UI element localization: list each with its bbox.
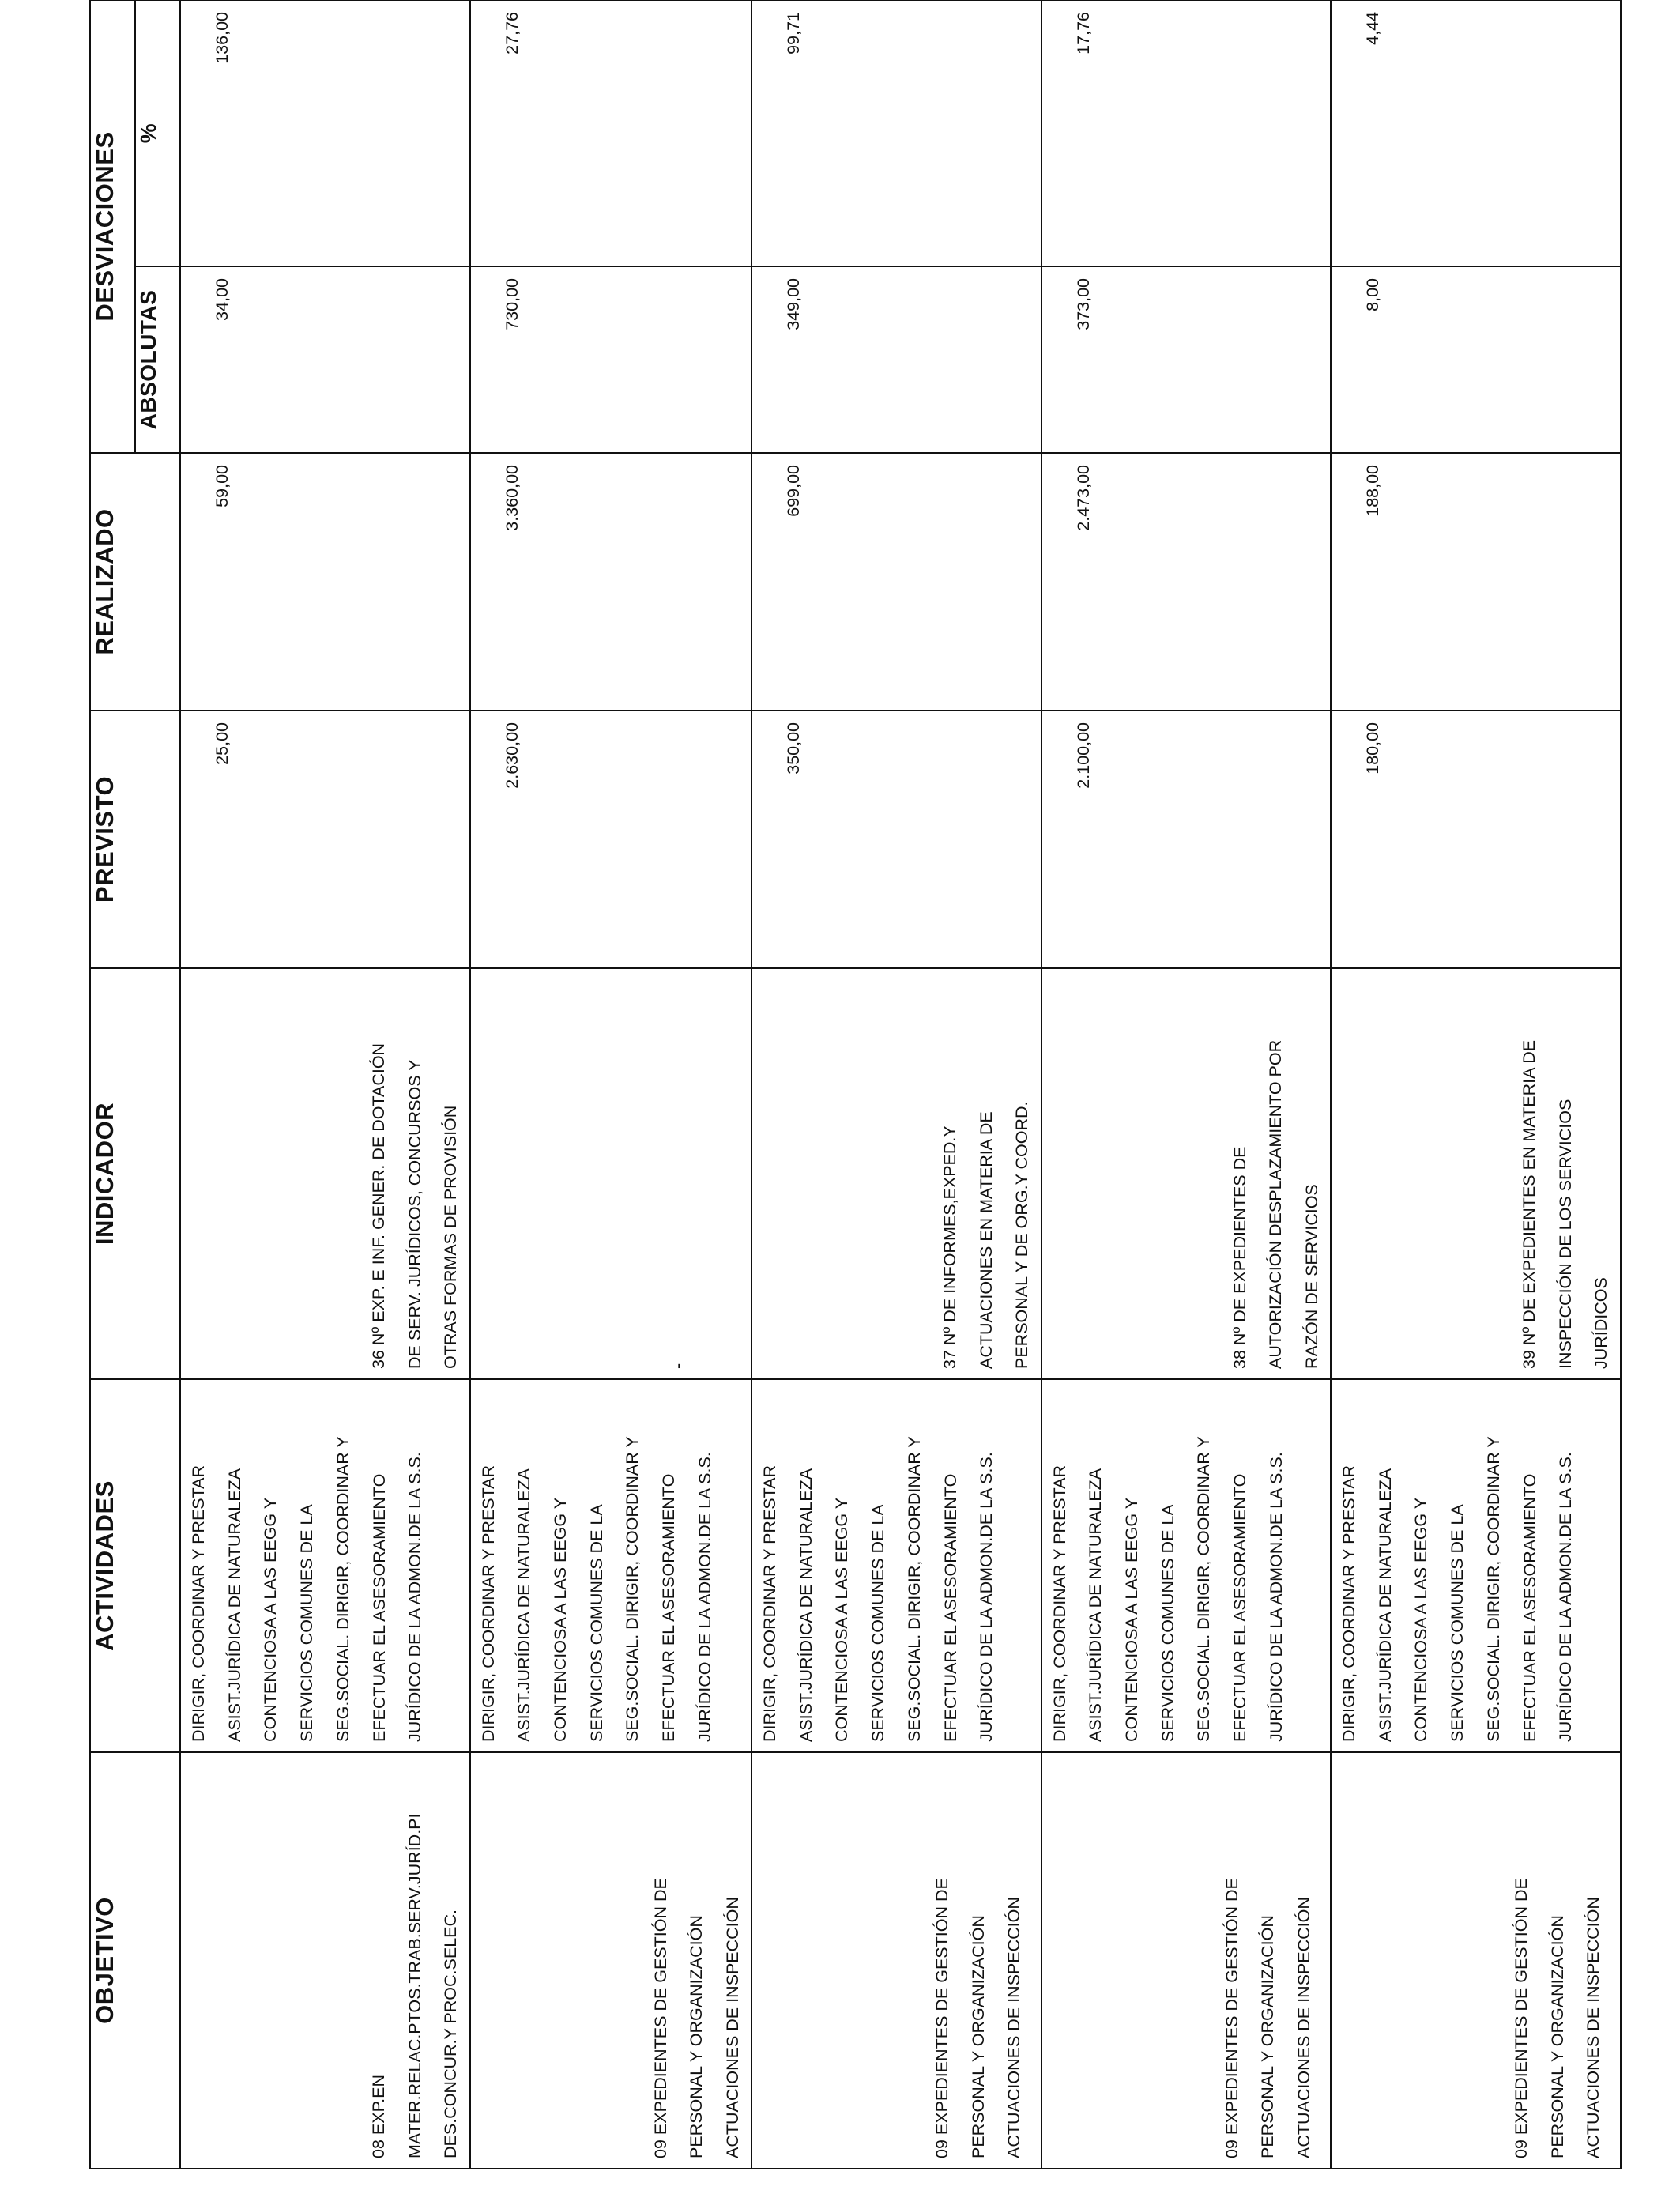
actividades-cell-line: CONTENCIOSA A LAS EEGG Y bbox=[261, 1497, 281, 1742]
actividades-cell-line: SERVICIOS COMUNES DE LA bbox=[297, 1504, 317, 1742]
porcentaje-cell bbox=[180, 0, 470, 266]
previsto-cell-value: 2.100,00 bbox=[1073, 722, 1093, 789]
objetivo-cell-line: ACTUACIONES DE INSPECCIÓN bbox=[1584, 1897, 1603, 2158]
table-row bbox=[470, 0, 752, 2169]
actividades-cell-line: SEG.SOCIAL. DIRIGIR, COORDINAR Y bbox=[1194, 1436, 1214, 1742]
objetivo-cell-line: ACTUACIONES DE INSPECCIÓN bbox=[1004, 1897, 1023, 2158]
indicador-cell-line: OTRAS FORMAS DE PROVISIÓN bbox=[441, 1105, 460, 1369]
actividades-cell bbox=[1042, 1379, 1332, 1752]
actividades-cell-line: DIRIGIR, COORDINAR Y PRESTAR bbox=[760, 1465, 779, 1742]
table-row bbox=[1042, 0, 1332, 2169]
header-porcentaje: % bbox=[135, 0, 180, 266]
indicador-cell-line: RAZÓN DE SERVICIOS bbox=[1301, 1184, 1321, 1369]
indicador-cell-line: AUTORIZACIÓN DESPLAZAMIENTO POR bbox=[1266, 1039, 1285, 1369]
objetivo-cell-line: PERSONAL Y ORGANIZACIÓN bbox=[687, 1915, 706, 2158]
realizado-cell-value: 188,00 bbox=[1363, 465, 1382, 517]
realizado-cell-value: 59,00 bbox=[213, 465, 232, 507]
header-objetivo: OBJETIVO bbox=[90, 1752, 180, 2169]
objetivo-cell-line: 09 EXPEDIENTES DE GESTIÓN DE bbox=[1222, 1878, 1241, 2158]
porcentaje-cell-value: 99,71 bbox=[784, 12, 803, 55]
indicador-cell bbox=[470, 968, 752, 1379]
objetivo-cell-line: ACTUACIONES DE INSPECCIÓN bbox=[1294, 1897, 1313, 2158]
actividades-cell-line: EFECTUAR EL ASESORAMIENTO bbox=[1520, 1473, 1539, 1742]
table-row bbox=[1331, 0, 1621, 2169]
objetivo-cell-line: MATER.RELAC.PTOS.TRAB.SERV.JURÍD.PI bbox=[405, 1813, 424, 2158]
actividades-cell-line: DIRIGIR, COORDINAR Y PRESTAR bbox=[478, 1465, 498, 1742]
actividades-cell-line: EFECTUAR EL ASESORAMIENTO bbox=[940, 1473, 960, 1742]
actividades-cell-line: EFECTUAR EL ASESORAMIENTO bbox=[659, 1473, 679, 1742]
previsto-cell-value: 350,00 bbox=[784, 722, 803, 775]
porcentaje-cell-value: 27,76 bbox=[502, 12, 522, 55]
objetivo-cell bbox=[180, 1752, 470, 2169]
indicador-cell bbox=[1042, 968, 1332, 1379]
absolutas-cell bbox=[180, 266, 470, 453]
objetivo-cell-line: 08 EXP.EN bbox=[369, 2075, 388, 2158]
indicador-cell bbox=[180, 968, 470, 1379]
indicador-cell-line: 37 Nº DE INFORMES,EXPED.Y bbox=[940, 1125, 959, 1369]
header-absolutas: ABSOLUTAS bbox=[135, 266, 180, 453]
actividades-cell-line: SERVICIOS COMUNES DE LA bbox=[1158, 1504, 1177, 1742]
actividades-cell-line: CONTENCIOSA A LAS EEGG Y bbox=[550, 1497, 570, 1742]
porcentaje-cell bbox=[1331, 0, 1621, 266]
absolutas-cell bbox=[470, 266, 752, 453]
objetivo-cell-line: PERSONAL Y ORGANIZACIÓN bbox=[968, 1915, 988, 2158]
objetivo-cell-line: PERSONAL Y ORGANIZACIÓN bbox=[1547, 1915, 1567, 2158]
absolutas-cell-value: 349,00 bbox=[784, 278, 803, 330]
indicador-cell bbox=[751, 968, 1042, 1379]
realizado-cell bbox=[1042, 453, 1332, 711]
porcentaje-cell-value: 4,44 bbox=[1363, 12, 1382, 45]
actividades-cell-line: JURÍDICO DE LA ADMON.DE LA S.S. bbox=[695, 1452, 714, 1742]
objetivo-cell-line: 09 EXPEDIENTES DE GESTIÓN DE bbox=[650, 1878, 670, 2158]
objetivo-cell bbox=[1042, 1752, 1332, 2169]
actividades-cell-line: EFECTUAR EL ASESORAMIENTO bbox=[369, 1473, 389, 1742]
indicador-cell-line: 36 Nº EXP. E INF. GENER. DE DOTACIÓN bbox=[369, 1042, 388, 1369]
absolutas-cell-value: 730,00 bbox=[502, 278, 522, 330]
actividades-cell-line: DIRIGIR, COORDINAR Y PRESTAR bbox=[189, 1465, 208, 1742]
actividades-cell-line: CONTENCIOSA A LAS EEGG Y bbox=[1121, 1497, 1141, 1742]
absolutas-cell bbox=[751, 266, 1042, 453]
realizado-cell-value: 3.360,00 bbox=[502, 465, 522, 531]
objetivo-cell-line: 09 EXPEDIENTES DE GESTIÓN DE bbox=[932, 1878, 951, 2158]
objetivo-cell-line: ACTUACIONES DE INSPECCIÓN bbox=[722, 1897, 742, 2158]
indicador-cell-line: 39 Nº DE EXPEDIENTES EN MATERIA DE bbox=[1520, 1039, 1539, 1369]
actividades-cell-line: SEG.SOCIAL. DIRIGIR, COORDINAR Y bbox=[904, 1436, 924, 1742]
actividades-cell bbox=[1331, 1379, 1621, 1752]
actividades-cell-line: SEG.SOCIAL. DIRIGIR, COORDINAR Y bbox=[333, 1436, 352, 1742]
absolutas-cell-value: 8,00 bbox=[1363, 278, 1382, 311]
actividades-cell-line: DIRIGIR, COORDINAR Y PRESTAR bbox=[1339, 1465, 1358, 1742]
actividades-cell-line: ASIST.JURÍDICA DE NATURALEZA bbox=[224, 1468, 244, 1742]
actividades-cell-line: JURÍDICO DE LA ADMON.DE LA S.S. bbox=[1266, 1452, 1286, 1742]
actividades-cell-line: DIRIGIR, COORDINAR Y PRESTAR bbox=[1049, 1465, 1069, 1742]
indicador-cell-line: 38 Nº DE EXPEDIENTES DE bbox=[1230, 1146, 1249, 1369]
indicador-cell-line: JURÍDICOS bbox=[1591, 1277, 1610, 1369]
report-table bbox=[89, 0, 1622, 2169]
realizado-cell bbox=[470, 453, 752, 711]
objetivo-cell-line: DES.CONCUR.Y PROC.SELEC. bbox=[441, 1909, 460, 2158]
porcentaje-cell bbox=[470, 0, 752, 266]
porcentaje-cell-value: 136,00 bbox=[213, 12, 232, 64]
previsto-cell bbox=[751, 711, 1042, 968]
actividades-cell-line: EFECTUAR EL ASESORAMIENTO bbox=[1230, 1473, 1250, 1742]
previsto-cell-value: 180,00 bbox=[1363, 722, 1382, 775]
realizado-cell bbox=[1331, 453, 1621, 711]
actividades-cell-line: ASIST.JURÍDICA DE NATURALEZA bbox=[514, 1468, 534, 1742]
realizado-cell-value: 699,00 bbox=[784, 465, 803, 517]
indicador-cell-line: PERSONAL Y DE ORG.Y COORD. bbox=[1012, 1101, 1031, 1369]
objetivo-cell-line: 09 EXPEDIENTES DE GESTIÓN DE bbox=[1512, 1878, 1531, 2158]
actividades-cell bbox=[180, 1379, 470, 1752]
actividades-cell-line: ASIST.JURÍDICA DE NATURALEZA bbox=[1086, 1468, 1106, 1742]
previsto-cell bbox=[1042, 711, 1332, 968]
actividades-cell-line: SEG.SOCIAL. DIRIGIR, COORDINAR Y bbox=[1483, 1436, 1503, 1742]
actividades-cell-line: SERVICIOS COMUNES DE LA bbox=[868, 1504, 888, 1742]
indicador-cell-line: DE SERV. JURÍDICOS, CONCURSOS Y bbox=[405, 1059, 424, 1369]
table-row bbox=[751, 0, 1042, 2169]
absolutas-cell bbox=[1042, 266, 1332, 453]
actividades-cell-line: JURÍDICO DE LA ADMON.DE LA S.S. bbox=[977, 1452, 996, 1742]
indicador-cell-line: - bbox=[668, 1363, 687, 1369]
actividades-cell-line: JURÍDICO DE LA ADMON.DE LA S.S. bbox=[1556, 1452, 1576, 1742]
realizado-cell-value: 2.473,00 bbox=[1073, 465, 1093, 531]
objetivo-cell bbox=[470, 1752, 752, 2169]
porcentaje-cell-value: 17,76 bbox=[1073, 12, 1093, 55]
actividades-cell-line: ASIST.JURÍDICA DE NATURALEZA bbox=[1375, 1468, 1395, 1742]
previsto-cell-value: 25,00 bbox=[213, 722, 232, 765]
header-previsto: PREVISTO bbox=[90, 711, 180, 968]
actividades-cell-line: CONTENCIOSA A LAS EEGG Y bbox=[1411, 1497, 1431, 1742]
porcentaje-cell bbox=[1042, 0, 1332, 266]
actividades-cell bbox=[751, 1379, 1042, 1752]
header-actividades: ACTIVIDADES bbox=[90, 1379, 180, 1752]
absolutas-cell-value: 34,00 bbox=[213, 278, 232, 321]
actividades-cell-line: SERVICIOS COMUNES DE LA bbox=[1448, 1504, 1467, 1742]
realizado-cell bbox=[180, 453, 470, 711]
previsto-cell bbox=[180, 711, 470, 968]
indicador-cell bbox=[1331, 968, 1621, 1379]
indicador-cell-line: INSPECCIÓN DE LOS SERVICIOS bbox=[1555, 1099, 1575, 1369]
objetivo-cell bbox=[751, 1752, 1042, 2169]
actividades-cell bbox=[470, 1379, 752, 1752]
actividades-cell-line: SEG.SOCIAL. DIRIGIR, COORDINAR Y bbox=[623, 1436, 642, 1742]
absolutas-cell bbox=[1331, 266, 1621, 453]
previsto-cell bbox=[1331, 711, 1621, 968]
actividades-cell-line: SERVICIOS COMUNES DE LA bbox=[586, 1504, 606, 1742]
actividades-cell-line: CONTENCIOSA A LAS EEGG Y bbox=[832, 1497, 852, 1742]
header-realizado: REALIZADO bbox=[90, 453, 180, 711]
actividades-cell-line: ASIST.JURÍDICA DE NATURALEZA bbox=[796, 1468, 816, 1742]
header-desviaciones: DESVIACIONES bbox=[90, 0, 135, 453]
report-body bbox=[180, 0, 1621, 2169]
objetivo-cell bbox=[1331, 1752, 1621, 2169]
indicador-cell-line: ACTUACIONES EN MATERIA DE bbox=[976, 1111, 996, 1369]
realizado-cell bbox=[751, 453, 1042, 711]
previsto-cell-value: 2.630,00 bbox=[502, 722, 522, 789]
porcentaje-cell bbox=[751, 0, 1042, 266]
actividades-cell-line: JURÍDICO DE LA ADMON.DE LA S.S. bbox=[405, 1452, 425, 1742]
table-row bbox=[180, 0, 470, 2169]
objetivo-cell-line: PERSONAL Y ORGANIZACIÓN bbox=[1258, 1915, 1277, 2158]
absolutas-cell-value: 373,00 bbox=[1073, 278, 1093, 330]
header-indicador: INDICADOR bbox=[90, 968, 180, 1379]
previsto-cell bbox=[470, 711, 752, 968]
